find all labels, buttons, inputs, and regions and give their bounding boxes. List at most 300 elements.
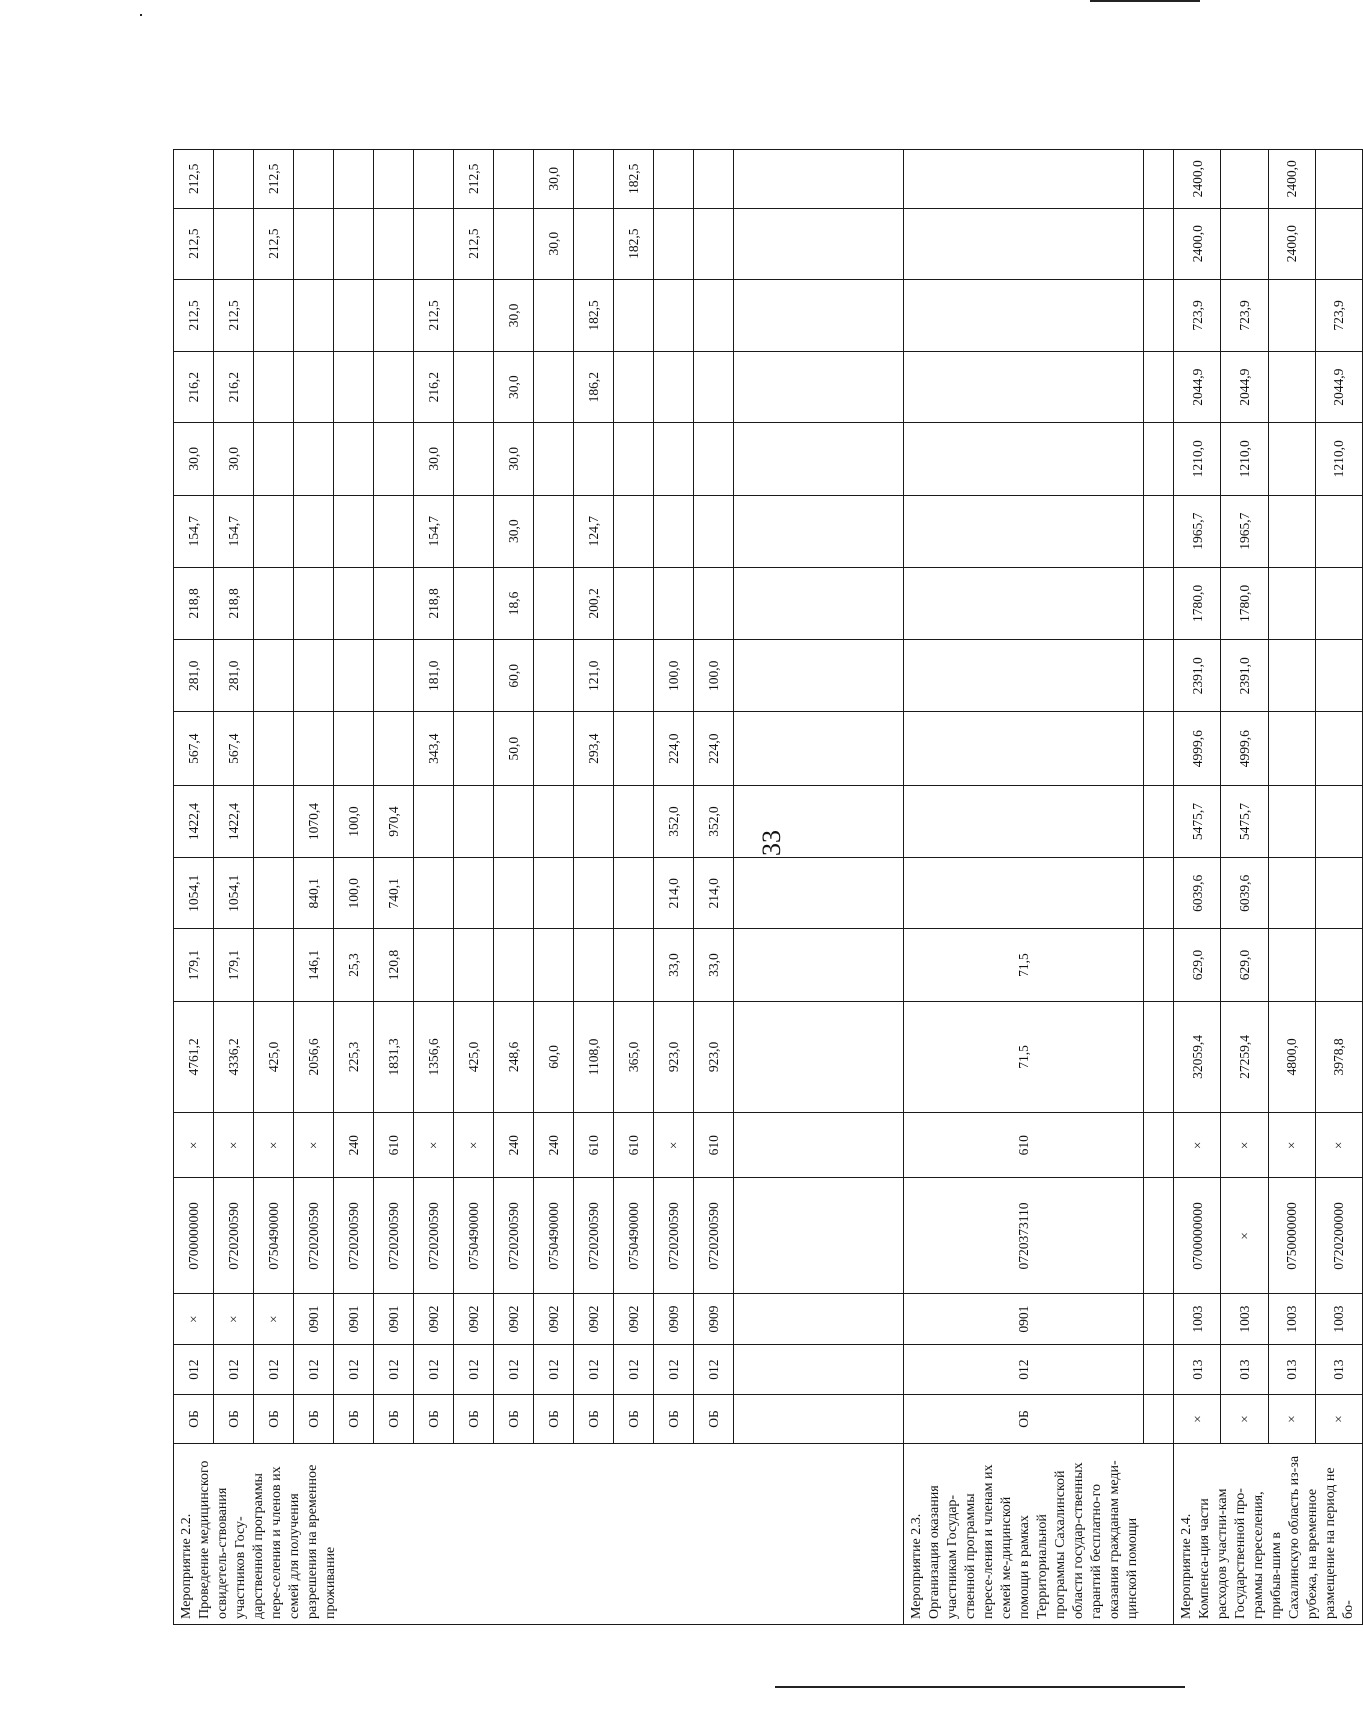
table-cell: [334, 352, 374, 423]
table-cell: [534, 567, 574, 639]
table-cell: 840,1: [294, 858, 334, 929]
table-cell: [254, 785, 294, 857]
table-cell: 352,0: [654, 785, 694, 857]
table-cell: 4761,2: [174, 1001, 214, 1112]
table-cell: 352,0: [694, 785, 734, 857]
table-cell: [614, 785, 654, 857]
table-cell: 27259,4: [1221, 1001, 1268, 1112]
table-cell: [254, 352, 294, 423]
table-cell: 1422,4: [174, 785, 214, 857]
table-cell: 154,7: [174, 495, 214, 567]
table-cell: 012: [294, 1344, 334, 1395]
table-cell: [1144, 1178, 1174, 1294]
table-cell: 71,5: [904, 929, 1144, 1001]
table-cell: [904, 423, 1144, 495]
table-cell: 012: [614, 1344, 654, 1395]
table-cell: [294, 495, 334, 567]
table-cell: 0750490000: [454, 1178, 494, 1294]
table-cell: 425,0: [454, 1001, 494, 1112]
table-cell: 224,0: [654, 712, 694, 785]
table-cell: 212,5: [174, 150, 214, 209]
table-cell: ×: [174, 1294, 214, 1345]
table-cell: [214, 150, 254, 209]
table-cell: 212,5: [174, 279, 214, 351]
table-cell: [614, 423, 654, 495]
table-cell: 5475,7: [1221, 785, 1268, 857]
table-cell: ОБ: [534, 1395, 574, 1443]
table-cell: [904, 279, 1144, 351]
table-cell: [374, 712, 414, 785]
table-cell: [294, 567, 334, 639]
table-cell: [734, 1113, 904, 1178]
table-cell: [1268, 423, 1315, 495]
table-cell: 012: [694, 1344, 734, 1395]
table-cell: [414, 150, 454, 209]
table-cell: [254, 495, 294, 567]
table-cell: [254, 640, 294, 712]
table-cell: ×: [1315, 1113, 1362, 1178]
table-cell: [1221, 150, 1268, 209]
table-cell: 610: [614, 1113, 654, 1178]
table-cell: 212,5: [254, 208, 294, 279]
table-cell: [214, 208, 254, 279]
table-cell: [654, 352, 694, 423]
table-cell: [454, 712, 494, 785]
table-cell: ОБ: [454, 1395, 494, 1443]
rotated-table-container: [173, 80, 1356, 1625]
table-cell: 970,4: [374, 785, 414, 857]
table-cell: 0750490000: [254, 1178, 294, 1294]
table-cell: 100,0: [694, 640, 734, 712]
table-cell: 012: [334, 1344, 374, 1395]
table-cell: 0909: [654, 1294, 694, 1345]
table-row: [1144, 81, 1174, 1625]
table-cell: 120,8: [374, 929, 414, 1001]
table-cell: ×: [294, 1113, 334, 1178]
table-cell: [654, 208, 694, 279]
table-cell: 179,1: [174, 929, 214, 1001]
table-cell: 1003: [1174, 1294, 1221, 1345]
table-cell: 214,0: [654, 858, 694, 929]
table-cell: [454, 640, 494, 712]
table-row: [574, 81, 614, 1625]
table-cell: [694, 423, 734, 495]
table-cell: 1210,0: [1315, 423, 1362, 495]
table-cell: [1144, 1001, 1174, 1112]
table-cell: 0750490000: [614, 1178, 654, 1294]
table-cell: [614, 279, 654, 351]
table-cell: [734, 150, 904, 209]
table-cell: [334, 150, 374, 209]
table-cell: 30,0: [494, 495, 534, 567]
table-cell: 281,0: [214, 640, 254, 712]
table-cell: [654, 150, 694, 209]
table-cell: 610: [374, 1113, 414, 1178]
table-cell: 1780,0: [1221, 567, 1268, 639]
table-cell: [374, 640, 414, 712]
table-cell: 240: [534, 1113, 574, 1178]
table-cell: 182,5: [614, 150, 654, 209]
table-cell: [904, 150, 1144, 209]
table-cell: [374, 567, 414, 639]
table-cell: ОБ: [654, 1395, 694, 1443]
table-cell: 154,7: [414, 495, 454, 567]
table-cell: 1210,0: [1221, 423, 1268, 495]
table-cell: ОБ: [374, 1395, 414, 1443]
table-cell: [294, 640, 334, 712]
page-number: 33: [757, 830, 786, 856]
table-cell: [294, 279, 334, 351]
table-cell: 182,5: [614, 208, 654, 279]
table-cell: [1144, 1344, 1174, 1395]
table-cell: 71,5: [904, 1001, 1144, 1112]
table-cell: [1268, 929, 1315, 1001]
table-cell: [614, 858, 654, 929]
table-cell: [734, 352, 904, 423]
table-cell: 30,0: [494, 423, 534, 495]
table-cell: 923,0: [694, 1001, 734, 1112]
table-cell: 2400,0: [1174, 150, 1221, 209]
table-cell: [734, 1178, 904, 1294]
table-cell: [574, 929, 614, 1001]
table-cell: 0720200590: [494, 1178, 534, 1294]
table-cell: [334, 423, 374, 495]
table-cell: [1221, 208, 1268, 279]
table-cell: 0750000000: [1268, 1178, 1315, 1294]
table-cell: ×: [214, 1294, 254, 1345]
table-cell: 181,0: [414, 640, 454, 712]
table-cell: [614, 495, 654, 567]
table-cell: 214,0: [694, 858, 734, 929]
table-cell: [904, 640, 1144, 712]
table-cell: [904, 858, 1144, 929]
table-row: [494, 81, 534, 1625]
table-cell: [1315, 929, 1362, 1001]
table-cell: [374, 495, 414, 567]
table-cell: [294, 423, 334, 495]
table-cell: 212,5: [454, 150, 494, 209]
table-cell: [454, 785, 494, 857]
table-cell: ×: [1221, 1113, 1268, 1178]
table-row: [374, 81, 414, 1625]
table-cell: 0902: [494, 1294, 534, 1345]
table-cell: [654, 279, 694, 351]
table-cell: 281,0: [174, 640, 214, 712]
table-cell: [1268, 858, 1315, 929]
table-cell: [454, 423, 494, 495]
table-cell: [654, 567, 694, 639]
table-cell: [614, 640, 654, 712]
table-cell: 2391,0: [1221, 640, 1268, 712]
scan-mark: [1090, 0, 1200, 2]
table-cell: 610: [904, 1113, 1144, 1178]
table-cell: 0720373110: [904, 1178, 1144, 1294]
table-cell: 0720200590: [574, 1178, 614, 1294]
table-cell: 179,1: [214, 929, 254, 1001]
table-cell: [534, 858, 574, 929]
table-cell: [294, 208, 334, 279]
table-cell: [534, 785, 574, 857]
table-cell: ОБ: [494, 1395, 534, 1443]
table-cell: 2400,0: [1174, 208, 1221, 279]
table-cell: 0750490000: [534, 1178, 574, 1294]
table-cell: [334, 640, 374, 712]
table-cell: 2056,6: [294, 1001, 334, 1112]
table-cell: [1315, 712, 1362, 785]
table-cell: [734, 1001, 904, 1112]
table-cell: 0901: [904, 1294, 1144, 1345]
table-cell: ×: [1268, 1113, 1315, 1178]
table-cell: 0720200590: [214, 1178, 254, 1294]
table-cell: 5475,7: [1174, 785, 1221, 857]
table-cell: 610: [694, 1113, 734, 1178]
table-cell: [254, 929, 294, 1001]
table-row: [414, 81, 454, 1625]
table-cell: [374, 208, 414, 279]
table-cell: ОБ: [694, 1395, 734, 1443]
table-cell: [734, 929, 904, 1001]
table-cell: [694, 208, 734, 279]
table-cell: 0909: [694, 1294, 734, 1345]
table-cell: [574, 423, 614, 495]
table-cell: 610: [574, 1113, 614, 1178]
table-cell: [1144, 279, 1174, 351]
table-cell: 0901: [334, 1294, 374, 1345]
table-cell: [1144, 567, 1174, 639]
table-cell: [734, 1395, 904, 1443]
table-cell: [454, 858, 494, 929]
table-cell: 18,6: [494, 567, 534, 639]
table-row: [334, 81, 374, 1625]
table-cell: 2044,9: [1221, 352, 1268, 423]
table-cell: [454, 929, 494, 1001]
table-cell: 218,8: [174, 567, 214, 639]
table-cell: [414, 929, 454, 1001]
table-cell: 240: [494, 1113, 534, 1178]
table-row: [254, 81, 294, 1625]
table-cell: [1315, 785, 1362, 857]
table-cell: [414, 208, 454, 279]
table-cell: [334, 712, 374, 785]
table-cell: 0901: [374, 1294, 414, 1345]
table-cell: [374, 150, 414, 209]
scan-dot: [140, 14, 142, 16]
table-cell: 1054,1: [174, 858, 214, 929]
table-cell: [494, 929, 534, 1001]
table-cell: 1054,1: [214, 858, 254, 929]
table-cell: [374, 423, 414, 495]
table-cell: 216,2: [174, 352, 214, 423]
table-cell: [574, 208, 614, 279]
table-cell: [734, 1294, 904, 1345]
table-cell: 212,5: [414, 279, 454, 351]
table-cell: 012: [174, 1344, 214, 1395]
table-cell: [614, 567, 654, 639]
table-cell: ОБ: [414, 1395, 454, 1443]
table-cell: 6039,6: [1221, 858, 1268, 929]
table-cell: 4999,6: [1174, 712, 1221, 785]
table-cell: 0902: [534, 1294, 574, 1345]
table-cell: 100,0: [334, 858, 374, 929]
table-cell: [654, 423, 694, 495]
table-cell: 212,5: [214, 279, 254, 351]
table-cell: ×: [1174, 1113, 1221, 1178]
table-cell: 1003: [1268, 1294, 1315, 1345]
table-cell: ОБ: [574, 1395, 614, 1443]
table-cell: 012: [574, 1344, 614, 1395]
table-cell: 1422,4: [214, 785, 254, 857]
table-cell: 30,0: [534, 208, 574, 279]
table-cell: [1144, 352, 1174, 423]
table-cell: [904, 567, 1144, 639]
table-cell: 0720200000: [1315, 1178, 1362, 1294]
table-row: [654, 81, 694, 1625]
table-cell: [294, 352, 334, 423]
table-cell: 425,0: [254, 1001, 294, 1112]
table-cell: 60,0: [534, 1001, 574, 1112]
table-cell: [494, 785, 534, 857]
table-cell: [454, 352, 494, 423]
table-cell: 212,5: [174, 208, 214, 279]
table-cell: [534, 279, 574, 351]
table-cell: 0700000000: [1174, 1178, 1221, 1294]
table-cell: 2400,0: [1268, 208, 1315, 279]
table-cell: [734, 208, 904, 279]
table-cell: ×: [1221, 1178, 1268, 1294]
table-cell: [1315, 567, 1362, 639]
table-cell: 212,5: [254, 150, 294, 209]
table-cell: 0902: [614, 1294, 654, 1345]
table-cell: 1831,3: [374, 1001, 414, 1112]
table-cell: 4999,6: [1221, 712, 1268, 785]
table-row: [214, 81, 254, 1625]
table-cell: 0901: [294, 1294, 334, 1345]
table-cell: 923,0: [654, 1001, 694, 1112]
table-cell: 1003: [1315, 1294, 1362, 1345]
table-cell: [614, 712, 654, 785]
table-cell: 3978,8: [1315, 1001, 1362, 1112]
table-cell: 629,0: [1174, 929, 1221, 1001]
table-cell: [1144, 785, 1174, 857]
table-cell: 343,4: [414, 712, 454, 785]
table-cell: [414, 858, 454, 929]
table-cell: [254, 712, 294, 785]
table-cell: 240: [334, 1113, 374, 1178]
table-cell: 365,0: [614, 1001, 654, 1112]
table-cell: 012: [494, 1344, 534, 1395]
table-cell: 225,3: [334, 1001, 374, 1112]
table-cell: 1210,0: [1174, 423, 1221, 495]
table-cell: 1070,4: [294, 785, 334, 857]
table-cell: [1315, 640, 1362, 712]
table-cell: [694, 352, 734, 423]
table-cell: [494, 858, 534, 929]
table-cell: 218,8: [214, 567, 254, 639]
table-cell: 0902: [414, 1294, 454, 1345]
table-cell: 013: [1315, 1344, 1362, 1395]
table-cell: [1268, 567, 1315, 639]
table-cell: 248,6: [494, 1001, 534, 1112]
table-cell: 32059,4: [1174, 1001, 1221, 1112]
activity-description: Мероприятие 2.4. Компенса-ция части расходов участни-кам Государственной про-граммы переселения, прибыв-шим в Сахалинскую область из-за рубежа, на временное размещение на период не бо-: [1174, 1443, 1363, 1624]
table-cell: 124,7: [574, 495, 614, 567]
table-row: [904, 81, 1144, 1625]
table-cell: [904, 712, 1144, 785]
table-cell: 012: [414, 1344, 454, 1395]
table-cell: [1144, 1113, 1174, 1178]
table-cell: 33,0: [694, 929, 734, 1001]
table-cell: 33,0: [654, 929, 694, 1001]
table-cell: [734, 279, 904, 351]
table-cell: 100,0: [334, 785, 374, 857]
table-cell: ×: [254, 1113, 294, 1178]
table-cell: 567,4: [174, 712, 214, 785]
table-cell: ×: [454, 1113, 494, 1178]
table-cell: [534, 495, 574, 567]
table-cell: 2400,0: [1268, 150, 1315, 209]
table-cell: [1144, 1395, 1174, 1443]
table-cell: [1144, 208, 1174, 279]
table-row: [534, 81, 574, 1625]
table-cell: [454, 567, 494, 639]
table-cell: [1268, 640, 1315, 712]
table-cell: 2044,9: [1315, 352, 1362, 423]
table-cell: [374, 279, 414, 351]
table-cell: ×: [654, 1113, 694, 1178]
table-cell: [254, 423, 294, 495]
table-cell: ОБ: [614, 1395, 654, 1443]
table-cell: [574, 858, 614, 929]
table-cell: 30,0: [494, 352, 534, 423]
table-cell: 30,0: [534, 150, 574, 209]
table-cell: [734, 423, 904, 495]
table-cell: [574, 785, 614, 857]
table-cell: 25,3: [334, 929, 374, 1001]
table-cell: 100,0: [654, 640, 694, 712]
table-cell: 567,4: [214, 712, 254, 785]
table-cell: 146,1: [294, 929, 334, 1001]
table-cell: [694, 150, 734, 209]
table-cell: [734, 858, 904, 929]
table-row: [1174, 81, 1221, 1625]
table-cell: 6039,6: [1174, 858, 1221, 929]
table-cell: 218,8: [414, 567, 454, 639]
table-cell: 740,1: [374, 858, 414, 929]
table-cell: 1003: [1221, 1294, 1268, 1345]
table-cell: 0700000000: [174, 1178, 214, 1294]
table-cell: ×: [1315, 1395, 1362, 1443]
activity-description: Мероприятие 2.2. Проведение медицинского освидетель-ствования участников Госу-дарственной программы пере-селения и членов их семей для получения разрешения на временное проживание: [174, 1443, 904, 1624]
table-cell: [1144, 423, 1174, 495]
table-cell: [334, 567, 374, 639]
table-cell: ×: [414, 1113, 454, 1178]
table-cell: 012: [254, 1344, 294, 1395]
table-row: [174, 81, 214, 1625]
table-cell: 0720200590: [654, 1178, 694, 1294]
table-cell: 50,0: [494, 712, 534, 785]
table-cell: 2391,0: [1174, 640, 1221, 712]
table-cell: 0720200590: [374, 1178, 414, 1294]
table-cell: [1144, 495, 1174, 567]
table-cell: [1268, 495, 1315, 567]
table-cell: [904, 352, 1144, 423]
table-cell: 012: [534, 1344, 574, 1395]
table-cell: [534, 423, 574, 495]
table-cell: [1144, 1294, 1174, 1345]
table-cell: [374, 352, 414, 423]
table-cell: 723,9: [1315, 279, 1362, 351]
table-cell: 0720200590: [414, 1178, 454, 1294]
